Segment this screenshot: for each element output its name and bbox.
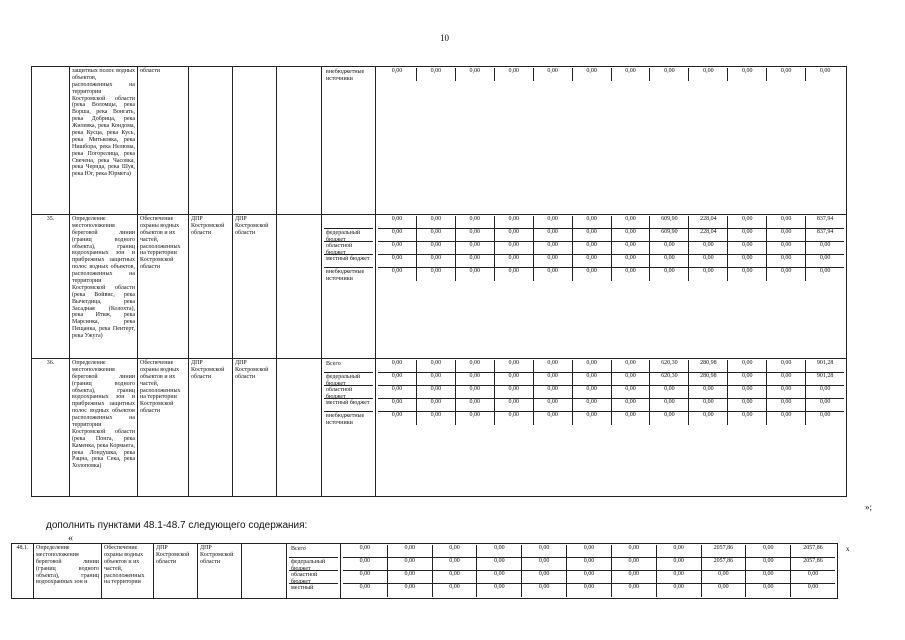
- value-cell: 0,00: [388, 571, 433, 583]
- funding-source: областной бюджет: [289, 571, 338, 584]
- values-cell: [341, 544, 838, 599]
- value-cell: 0,00: [650, 412, 689, 425]
- value-cell: 0,00: [573, 386, 612, 398]
- values-line: [378, 386, 844, 399]
- value-cell: 0,00: [573, 373, 612, 385]
- value-cell: 0,00: [767, 255, 806, 267]
- row-purpose: Обеспечение охраны водных объектов и их частей, расположенных на территории: [102, 544, 154, 599]
- table-row: [32, 215, 847, 359]
- value-cell: 0,00: [612, 216, 651, 228]
- value-cell: 0,00: [417, 360, 456, 372]
- values-line: [343, 545, 835, 558]
- value-cell: 0,00: [522, 558, 567, 570]
- funding-source: Всего: [289, 545, 338, 558]
- value-cell: 0,00: [495, 242, 534, 254]
- value-cell: 620,30: [650, 373, 689, 385]
- funding-source: внебюджетные источники: [326, 69, 365, 82]
- value-cell: 0,00: [534, 268, 573, 281]
- funding-source: областной бюджет: [324, 242, 373, 255]
- value-cell: 0,00: [495, 386, 534, 398]
- value-cell: 0,00: [573, 216, 612, 228]
- new-items-table: [11, 543, 838, 599]
- value-cell: 0,00: [612, 584, 657, 597]
- value-cell: 0,00: [650, 242, 689, 254]
- value-cell: 0,00: [689, 268, 728, 281]
- value-cell: 2057,86: [803, 558, 823, 564]
- value-cell: 0,00: [728, 373, 767, 385]
- value-cell: 0,00: [534, 229, 573, 241]
- value-cell: 0,00: [573, 412, 612, 425]
- value-cell: 0,00: [702, 584, 747, 597]
- value-cell: 0,00: [456, 255, 495, 267]
- row-agency: [189, 67, 233, 215]
- value-cell: 0,00: [343, 571, 388, 583]
- value-cell: 2057,86: [702, 558, 747, 570]
- row-purpose: Обеспечение охраны водных объектов и их частей, расположенных на территории Костромской области: [138, 359, 189, 497]
- value-cell: 0,00: [378, 360, 417, 372]
- value-cell: 0,00: [767, 373, 806, 385]
- value-cell: 0,00: [456, 412, 495, 425]
- value-cell: 0,00: [378, 229, 417, 241]
- value-cell: 0,00: [534, 68, 573, 81]
- value-cell: 0,00: [343, 545, 388, 557]
- values-cell: [376, 67, 847, 215]
- row-description: Определение местоположения береговой линии (границ водного объекта), границ водоохранных зон и прибрежных защитных полос водных объектов расположенных на территории Костромской области (река Понга, река Каменка, река Кормаега, река Лондушка, река Рацна, река Сека, река Холоповка): [70, 359, 138, 497]
- value-cell: 0,00: [689, 386, 728, 398]
- row-empty: [277, 359, 322, 497]
- funding-source-cell: [287, 544, 341, 599]
- value-cell: 0,00: [456, 216, 495, 228]
- value-cell: 0,00: [495, 399, 534, 411]
- value-cell: 0,00: [534, 399, 573, 411]
- value-cell: 620,30: [650, 360, 689, 372]
- value-cell: 0,00: [819, 386, 831, 392]
- values-line: [378, 373, 844, 386]
- values-line: [378, 229, 844, 242]
- value-cell: 0,00: [612, 558, 657, 570]
- value-cell: 2057,86: [702, 545, 747, 557]
- value-cell: 0,00: [456, 386, 495, 398]
- funding-source-cell: [322, 215, 376, 359]
- value-cell: 280,98: [689, 373, 728, 385]
- value-cell: 0,00: [378, 399, 417, 411]
- values-line: [378, 360, 844, 373]
- value-cell: 0,00: [534, 373, 573, 385]
- value-cell: 0,00: [728, 216, 767, 228]
- value-cell: 0,00: [534, 360, 573, 372]
- row-description: защитных полос водных объектов, расположенных на территории Костромской области (река Воломцы, река Ворша, река Вонгать, река Добрица, река Жилевка, река Кондома, река Кусца, река Кусь, река Митьковка, река Нишбора, река Нелюма, река Погорелица, река Свечена, река Часовка, река Чернда, река Шуя, река Юг, река Юрмега): [70, 67, 138, 215]
- funding-source: областной бюджет: [324, 386, 373, 399]
- value-cell: 2057,86: [803, 545, 823, 551]
- value-cell: 0,00: [417, 268, 456, 281]
- value-cell: 0,00: [819, 412, 831, 418]
- table-row: [12, 544, 838, 599]
- value-cell: 0,00: [728, 412, 767, 425]
- values-line: [378, 399, 844, 412]
- value-cell: 0,00: [612, 545, 657, 557]
- value-cell: 0,00: [522, 571, 567, 583]
- row-empty: [277, 67, 322, 215]
- value-cell: 0,00: [433, 558, 478, 570]
- value-cell: 0,00: [534, 255, 573, 267]
- value-cell: 0,00: [378, 373, 417, 385]
- value-cell: 0,00: [567, 584, 612, 597]
- value-cell: 0,00: [767, 242, 806, 254]
- funding-source: федеральный бюджет: [289, 558, 338, 571]
- funding-source-cell: [322, 67, 376, 215]
- value-cell: 0,00: [612, 571, 657, 583]
- value-cell: 0,00: [650, 399, 689, 411]
- funding-source: местный бюджет: [324, 255, 373, 268]
- value-cell: 0,00: [819, 255, 831, 261]
- value-cell: 0,00: [495, 255, 534, 267]
- value-cell: 0,00: [433, 571, 478, 583]
- value-cell: 0,00: [378, 412, 417, 425]
- value-cell: 0,00: [746, 571, 791, 583]
- value-cell: 0,00: [689, 412, 728, 425]
- value-cell: 0,00: [573, 399, 612, 411]
- value-cell: 0,00: [728, 68, 767, 81]
- value-cell: 0,00: [767, 68, 806, 81]
- value-cell: 0,00: [477, 558, 522, 570]
- row-number: [32, 67, 70, 215]
- table-row: [32, 67, 847, 215]
- row-empty: [242, 544, 287, 599]
- value-cell: 0,00: [417, 412, 456, 425]
- value-cell: 0,00: [417, 399, 456, 411]
- value-cell: 0,00: [534, 386, 573, 398]
- value-cell: 0,00: [819, 268, 831, 274]
- value-cell: 0,00: [807, 584, 819, 590]
- funding-source: [324, 216, 373, 229]
- values-line: [378, 268, 844, 281]
- value-cell: 0,00: [728, 360, 767, 372]
- value-cell: 0,00: [417, 373, 456, 385]
- value-cell: 0,00: [746, 545, 791, 557]
- value-cell: 609,90: [650, 216, 689, 228]
- value-cell: 0,00: [567, 558, 612, 570]
- values-line: [378, 68, 844, 81]
- value-cell: 0,00: [433, 584, 478, 597]
- value-cell: 0,00: [433, 545, 478, 557]
- value-cell: 0,00: [689, 255, 728, 267]
- value-cell: 0,00: [456, 373, 495, 385]
- value-cell: 0,00: [819, 68, 831, 74]
- value-cell: 0,00: [573, 268, 612, 281]
- value-cell: 0,00: [573, 68, 612, 81]
- value-cell: 0,00: [650, 268, 689, 281]
- row-agency-2: ДПР Костромской области: [198, 544, 242, 599]
- value-cell: 0,00: [417, 68, 456, 81]
- value-cell: 0,00: [495, 412, 534, 425]
- value-cell: 0,00: [477, 571, 522, 583]
- value-cell: 0,00: [343, 584, 388, 597]
- value-cell: 0,00: [477, 545, 522, 557]
- closing-quote: »;: [865, 502, 873, 512]
- values-line: [378, 255, 844, 268]
- value-cell: 0,00: [612, 268, 651, 281]
- row-agency: ДПР Костромской области: [154, 544, 198, 599]
- amendment-heading: дополнить пунктами 48.1-48.7 следующего содержания:: [46, 520, 308, 531]
- value-cell: 0,00: [495, 268, 534, 281]
- value-cell: 0,00: [657, 584, 702, 597]
- value-cell: 0,00: [767, 216, 806, 228]
- value-cell: 0,00: [456, 360, 495, 372]
- value-cell: 0,00: [728, 268, 767, 281]
- value-cell: 0,00: [378, 268, 417, 281]
- value-cell: 0,00: [534, 216, 573, 228]
- value-cell: 0,00: [612, 229, 651, 241]
- value-cell: 0,00: [612, 399, 651, 411]
- value-cell: 0,00: [728, 386, 767, 398]
- value-cell: 0,00: [378, 216, 417, 228]
- values-line: [378, 412, 844, 425]
- value-cell: 0,00: [767, 229, 806, 241]
- value-cell: 0,00: [702, 571, 747, 583]
- value-cell: 0,00: [612, 386, 651, 398]
- value-cell: 0,00: [343, 558, 388, 570]
- value-cell: 0,00: [378, 68, 417, 81]
- value-cell: 0,00: [417, 255, 456, 267]
- value-cell: 0,00: [573, 360, 612, 372]
- funding-source: внебюджетные источники: [326, 413, 365, 426]
- value-cell: 0,00: [728, 242, 767, 254]
- value-cell: 0,00: [650, 68, 689, 81]
- value-cell: 609,90: [650, 229, 689, 241]
- value-cell: 0,00: [728, 229, 767, 241]
- value-cell: 0,00: [612, 360, 651, 372]
- value-cell: 0,00: [456, 229, 495, 241]
- funding-source-cell: [322, 359, 376, 497]
- value-cell: 0,00: [456, 242, 495, 254]
- row-description: Определение местоположения береговой линии (границ водного объекта), границ водоохранных зон и: [34, 544, 102, 599]
- row-agency: ДПР Костромской области: [189, 215, 233, 359]
- funding-source: внебюджетные источники: [326, 269, 365, 282]
- values-line: [378, 216, 844, 229]
- value-cell: 0,00: [689, 68, 728, 81]
- value-cell: 837,94: [816, 216, 834, 222]
- value-cell: 0,00: [612, 412, 651, 425]
- value-cell: 837,94: [816, 229, 834, 235]
- value-cell: 0,00: [807, 571, 819, 577]
- value-cell: 0,00: [767, 386, 806, 398]
- value-cell: 0,00: [456, 399, 495, 411]
- value-cell: 0,00: [689, 242, 728, 254]
- value-cell: 0,00: [417, 216, 456, 228]
- row-number: 36.: [32, 359, 70, 497]
- value-cell: 0,00: [522, 545, 567, 557]
- value-cell: 0,00: [746, 558, 791, 570]
- values-line: [343, 558, 835, 571]
- value-cell: 0,00: [728, 255, 767, 267]
- values-cell: [376, 359, 847, 497]
- side-mark: х: [846, 545, 850, 553]
- values-line: [378, 242, 844, 255]
- value-cell: 0,00: [417, 229, 456, 241]
- value-cell: 228,04: [689, 216, 728, 228]
- value-cell: 0,00: [657, 545, 702, 557]
- value-cell: 0,00: [378, 386, 417, 398]
- value-cell: 0,00: [417, 386, 456, 398]
- value-cell: 0,00: [573, 229, 612, 241]
- values-line: [343, 584, 835, 597]
- value-cell: 0,00: [657, 571, 702, 583]
- funding-source: Всего: [324, 360, 373, 373]
- opening-quote: «: [68, 533, 73, 544]
- value-cell: 0,00: [495, 216, 534, 228]
- values-line: [343, 571, 835, 584]
- value-cell: 0,00: [567, 571, 612, 583]
- value-cell: 0,00: [388, 545, 433, 557]
- value-cell: 0,00: [495, 373, 534, 385]
- value-cell: 0,00: [534, 412, 573, 425]
- value-cell: 0,00: [819, 399, 831, 405]
- row-purpose: области: [138, 67, 189, 215]
- value-cell: 0,00: [378, 242, 417, 254]
- row-number: 35.: [32, 215, 70, 359]
- value-cell: 0,00: [378, 255, 417, 267]
- value-cell: 0,00: [495, 229, 534, 241]
- value-cell: 0,00: [612, 242, 651, 254]
- value-cell: 0,00: [612, 373, 651, 385]
- value-cell: 0,00: [522, 584, 567, 597]
- value-cell: 0,00: [388, 558, 433, 570]
- row-description: Определение местоположения береговой линии (границ водного объекта), границ водоохранных зон и прибрежных защитных полос водных объектов, расположенных на территории Костромской области (река Войвис, река Вычегдица, река Засадная (Колохта), река Итиж, река Марсинка, река Пещанка, река Пеитерт, река Ужуга): [70, 215, 138, 359]
- row-agency-2: [233, 67, 277, 215]
- row-agency: ДПР Костромской области: [189, 359, 233, 497]
- value-cell: 0,00: [573, 255, 612, 267]
- value-cell: 901,28: [816, 373, 834, 379]
- value-cell: 901,28: [816, 360, 834, 366]
- value-cell: 0,00: [417, 242, 456, 254]
- value-cell: 0,00: [767, 412, 806, 425]
- value-cell: 0,00: [819, 242, 831, 248]
- value-cell: 0,00: [477, 584, 522, 597]
- value-cell: 0,00: [689, 399, 728, 411]
- page-number: 10: [440, 33, 449, 43]
- value-cell: 0,00: [388, 584, 433, 597]
- value-cell: 0,00: [534, 242, 573, 254]
- value-cell: 0,00: [567, 545, 612, 557]
- program-table: [31, 66, 847, 497]
- value-cell: 0,00: [612, 68, 651, 81]
- row-agency-2: ДПР Костромской области: [233, 359, 277, 497]
- row-purpose: Обеспечение охраны водных объектов и их частей, расположенных на территории Костромской области: [138, 215, 189, 359]
- value-cell: 0,00: [456, 68, 495, 81]
- value-cell: 0,00: [650, 255, 689, 267]
- row-empty: [277, 215, 322, 359]
- value-cell: 0,00: [746, 584, 791, 597]
- funding-source: федеральный бюджет: [324, 229, 373, 242]
- value-cell: 0,00: [767, 360, 806, 372]
- value-cell: 0,00: [767, 268, 806, 281]
- funding-source: федеральный бюджет: [324, 373, 373, 386]
- value-cell: 0,00: [612, 255, 651, 267]
- value-cell: 0,00: [728, 399, 767, 411]
- value-cell: 0,00: [650, 386, 689, 398]
- value-cell: 0,00: [767, 399, 806, 411]
- table-row: [32, 359, 847, 497]
- value-cell: 0,00: [456, 268, 495, 281]
- funding-source: местный: [291, 585, 314, 591]
- value-cell: 0,00: [657, 558, 702, 570]
- value-cell: 280,98: [689, 360, 728, 372]
- value-cell: 228,04: [689, 229, 728, 241]
- funding-source: местный бюджет: [324, 399, 373, 412]
- value-cell: 0,00: [495, 360, 534, 372]
- values-cell: [376, 215, 847, 359]
- value-cell: 0,00: [495, 68, 534, 81]
- row-agency-2: ДПР Костромской области: [233, 215, 277, 359]
- row-number: 48.1.: [12, 544, 34, 599]
- value-cell: 0,00: [573, 242, 612, 254]
